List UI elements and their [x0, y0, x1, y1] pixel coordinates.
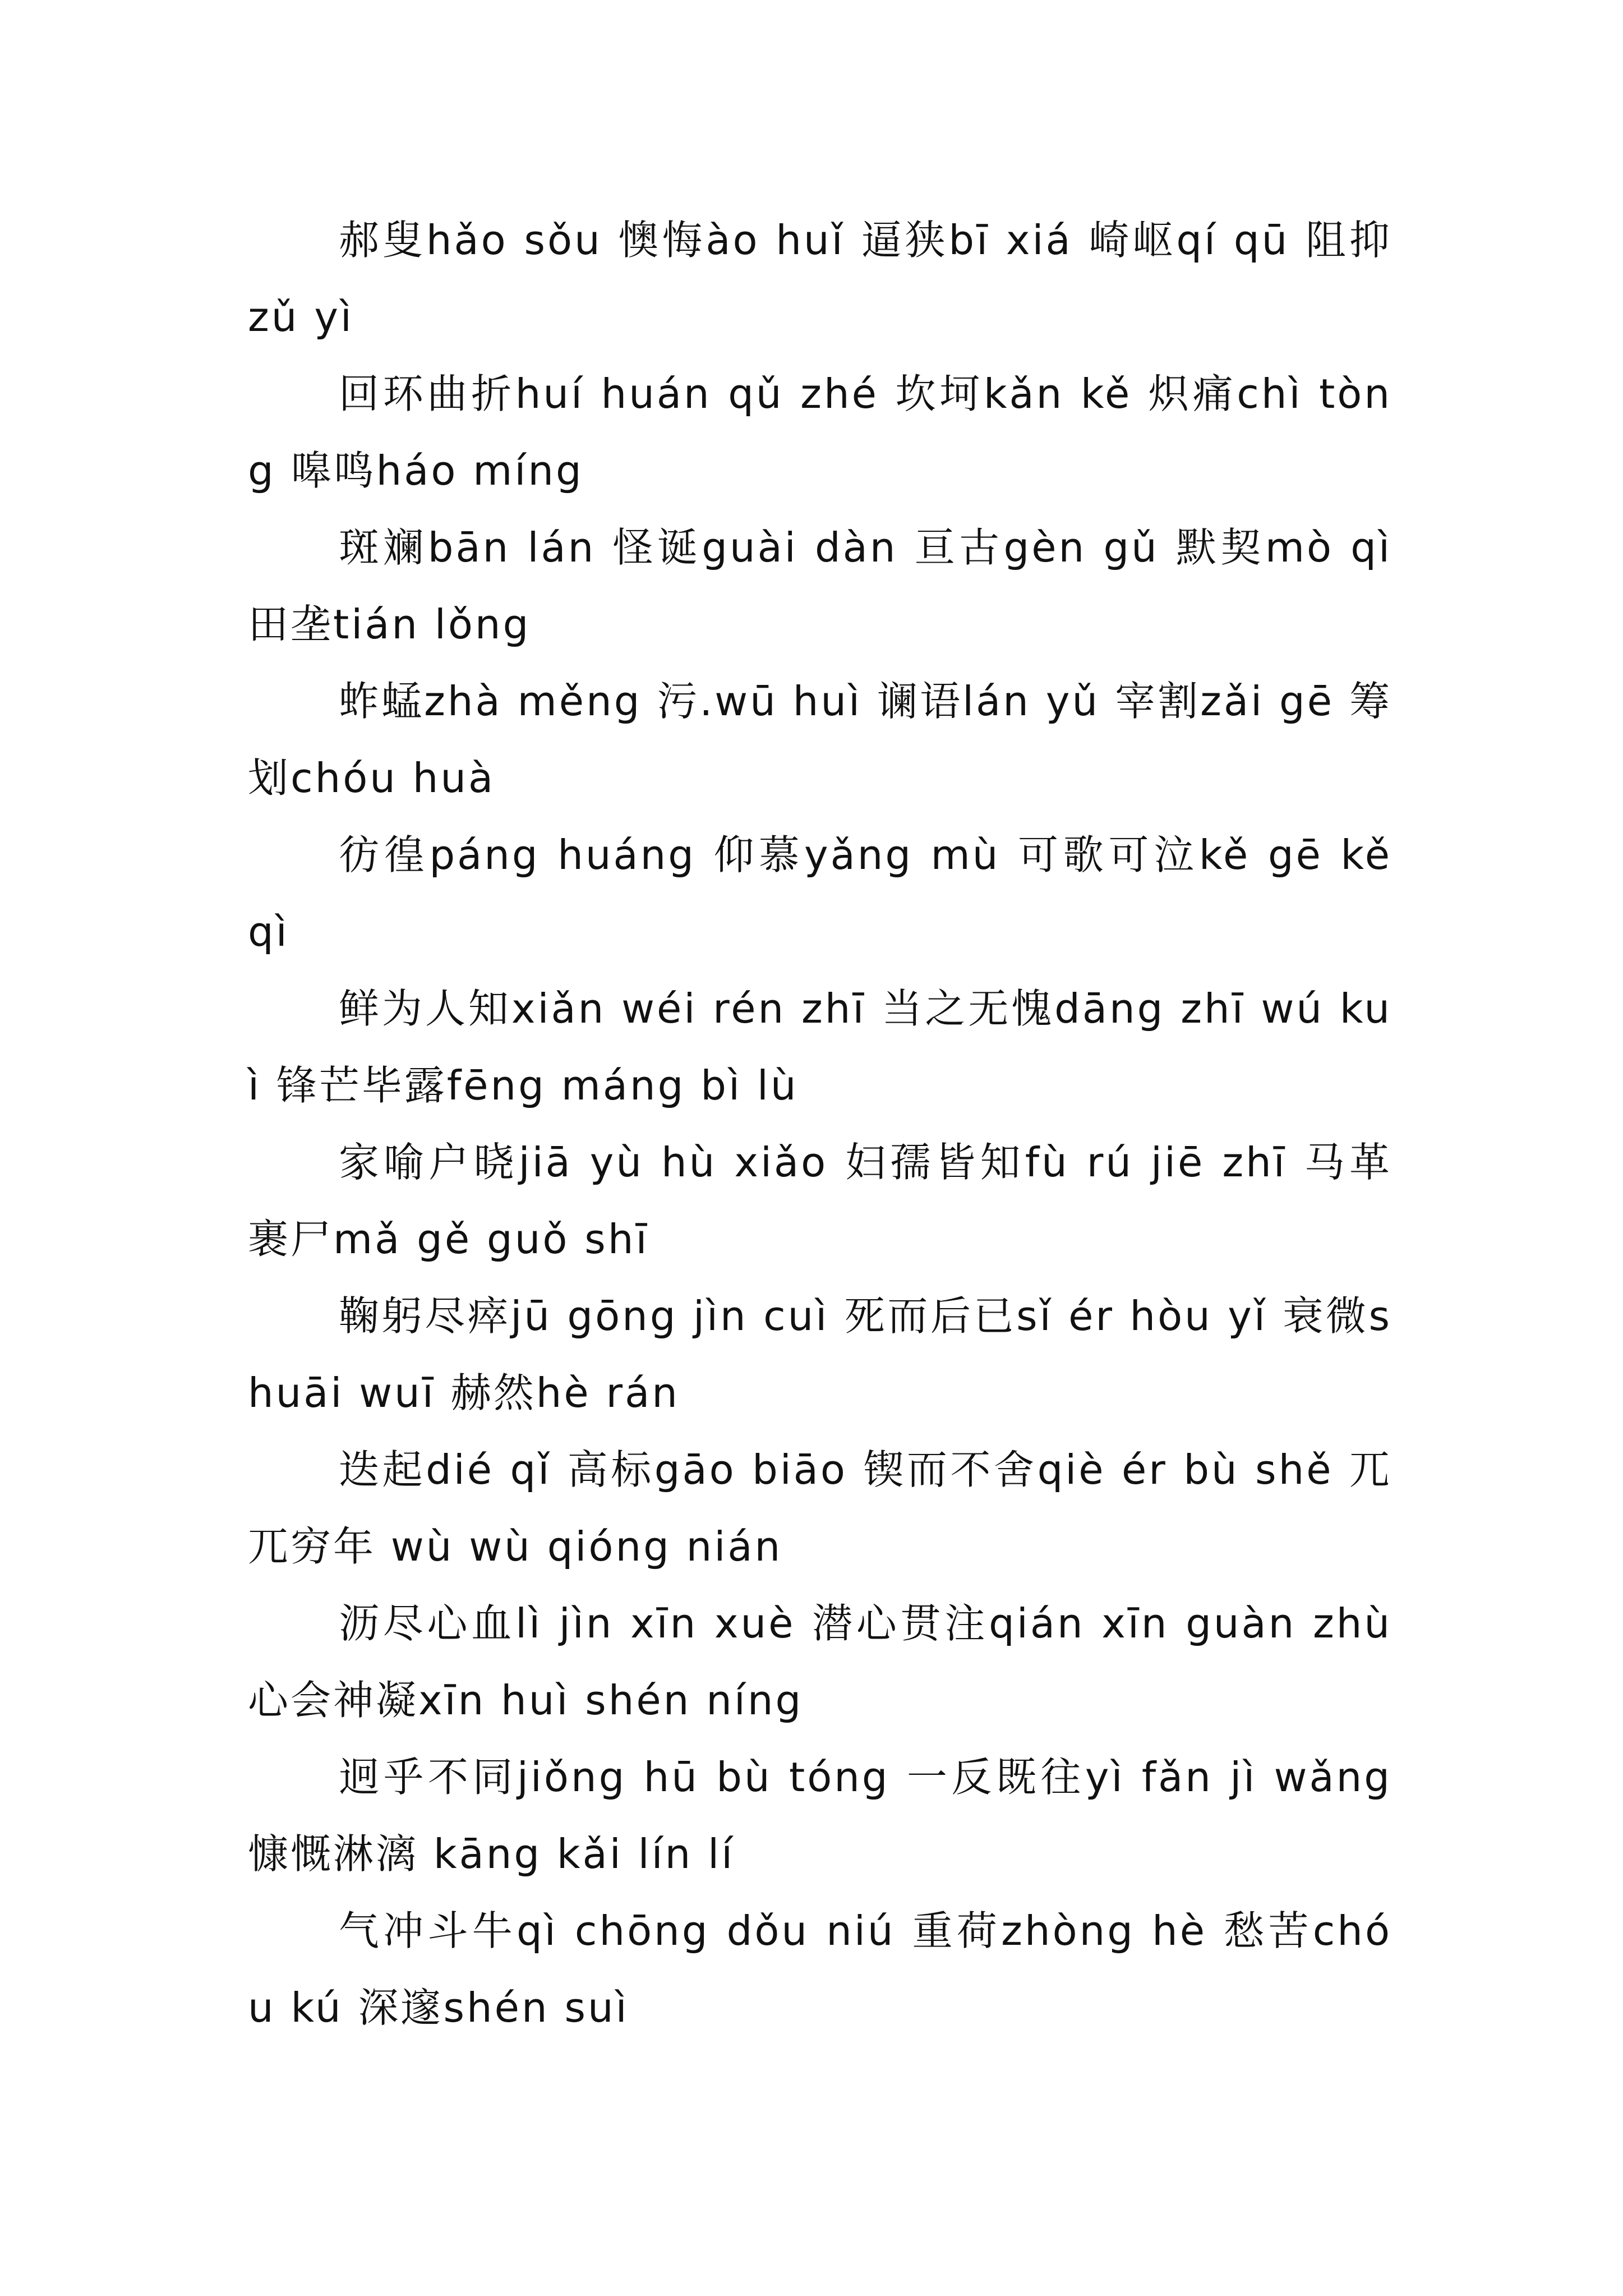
vocab-paragraph-7: 家喻户晓jiā yù hù xiǎo 妇孺皆知fù rú jiē zhī 马革裹尸mǎ gě guǒ shī: [248, 1139, 1392, 1263]
vocab-paragraph-1: 郝叟hǎo sǒu 懊悔ào huǐ 逼狭bī xiá 崎岖qí qū 阻抑zǔ yì: [248, 217, 1392, 341]
vocab-paragraph-8: 鞠躬尽瘁jū gōng jìn cuì 死而后已sǐ ér hòu yǐ 衰微shuāi wuī 赫然hè rán: [248, 1292, 1392, 1416]
vocab-paragraph-3: 斑斓bān lán 怪诞guài dàn 亘古gèn gǔ 默契mò qì 田垄tián lǒng: [248, 524, 1392, 648]
vocab-paragraph-2: 回环曲折huí huán qǔ zhé 坎坷kǎn kě 炽痛chì tòng 嗥鸣háo míng: [248, 370, 1392, 494]
vocab-paragraph-4: 蚱蜢zhà měng 污.wū huì 谰语lán yǔ 宰割zǎi gē 筹划chóu huà: [248, 678, 1392, 802]
vocab-paragraph-9: 迭起dié qǐ 高标gāo biāo 锲而不舍qiè ér bù shě 兀兀穷年 wù wù qióng nián: [248, 1446, 1392, 1570]
document-body: [248, 202, 1392, 2046]
vocab-paragraph-6: 鲜为人知xiǎn wéi rén zhī 当之无愧dāng zhī wú kuì 锋芒毕露fēng máng bì lù: [248, 985, 1392, 1109]
vocab-paragraph-12: 气冲斗牛qì chōng dǒu niú 重荷zhòng hè 愁苦chóu kú 深邃shén suì: [248, 1907, 1392, 2031]
vocab-paragraph-5: 彷徨páng huáng 仰慕yǎng mù 可歌可泣kě gē kě qì: [248, 831, 1392, 955]
vocab-paragraph-11: 迥乎不同jiǒng hū bù tóng 一反既往yì fǎn jì wǎng 慷慨淋漓 kāng kǎi lín lí: [248, 1754, 1392, 1878]
vocab-paragraph-10: 沥尽心血lì jìn xīn xuè 潜心贯注qián xīn guàn zhù 心会神凝xīn huì shén níng: [248, 1600, 1392, 1724]
